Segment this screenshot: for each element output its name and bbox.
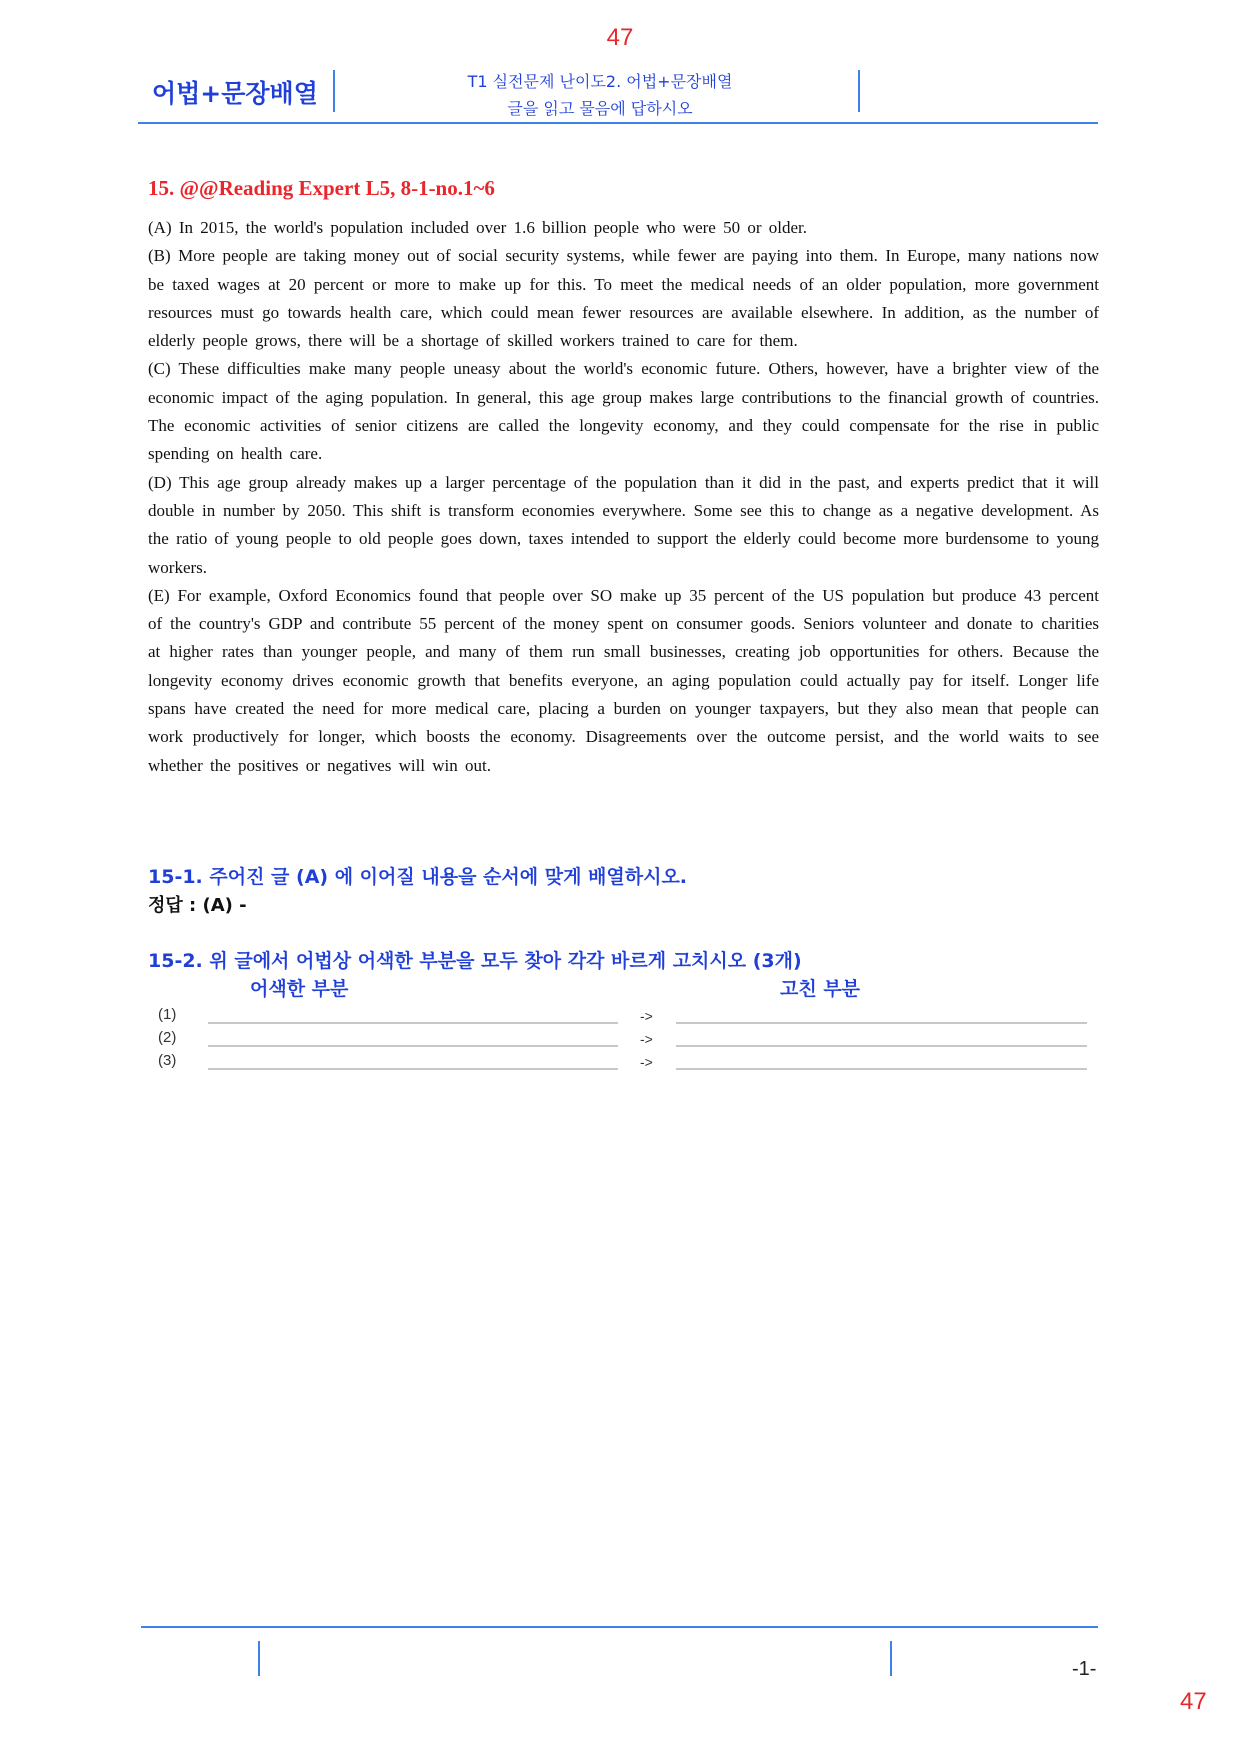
question-title: 15. @@Reading Expert L5, 8-1-no.1~6 (148, 176, 495, 200)
fixed-blank-3[interactable] (676, 1068, 1087, 1070)
wrong-blank-3[interactable] (208, 1068, 618, 1070)
answer-label: 정답 : (A) - (148, 895, 247, 916)
wrong-blank-1[interactable] (208, 1022, 618, 1024)
header-center (400, 68, 800, 122)
fixed-blank-1[interactable] (676, 1022, 1087, 1024)
row-label-2: (2) (158, 1029, 177, 1046)
arrow-3: -> (640, 1054, 653, 1070)
page-number-top: 47 (606, 24, 634, 51)
paragraph-a: (A) In 2015, the world's population included over 1.6 billion people who were 50 or older. (148, 218, 807, 237)
paragraph-c: (C) These difficulties make many people uneasy about the world's economic future. Others, however, have a brighter view of the economic impact of the aging population. In general, this age group makes large contributions to the financial growth of countries. The economic activities of senior citizens are called the longevity economy, and they could compensate for the rise in public spending on health care. (148, 359, 1099, 464)
wrong-blank-2[interactable] (208, 1045, 618, 1047)
header-rule (138, 122, 1098, 124)
arrow-2: -> (640, 1031, 653, 1047)
corner-page-number: 47 (1180, 1688, 1207, 1715)
paragraph-e: (E) For example, Oxford Economics found that people over SO make up 35 percent of the US population but produce 43 percent of the country's GDP and contribute 55 percent of the money spent on consumer goods. Seniors volunteer and donate to charities at higher rates than younger people, and many of them run small businesses, creating job opportunities for others. Because the longevity economy drives economic growth that benefits everyone, an aging population could actually pay for itself. Longer life spans have created the need for more medical care, placing a burden on younger taxpayers, but they also mean that people can work productively for longer, which boosts the economy. Disagreements over the outcome persist, and the world waits to see whether the positives or negatives will win out. (148, 585, 1099, 775)
footer-rule (141, 1626, 1098, 1628)
paragraph-d: (D) This age group already makes up a larger percentage of the population than it did in the past, and experts predict that it will double in number by 2050. This shift is transform economies everywhere. Some see this to change as a negative development. As the ratio of young people to old people goes down, taxes intended to support the elderly could become more burdensome to young workers. (148, 472, 1099, 577)
header-divider-left (333, 70, 335, 112)
fixed-blank-2[interactable] (676, 1045, 1087, 1047)
footer-page-number: -1- (1072, 1658, 1097, 1680)
row-label-1: (1) (158, 1006, 177, 1023)
subquestion-2-title: 15-2. 위 글에서 어법상 어색한 부분을 모두 찾아 각각 바르게 고치시오 (3개) (148, 950, 802, 972)
footer-divider-left (258, 1641, 260, 1676)
header-divider-right (858, 70, 860, 112)
footer-divider-right (890, 1641, 892, 1676)
section-title: 어법+문장배열 (152, 79, 318, 108)
passage (148, 214, 1099, 780)
subquestion-1-title: 15-1. 주어진 글 (A) 에 이어질 내용을 순서에 맞게 배열하시오. (148, 866, 688, 888)
arrow-1: -> (640, 1008, 653, 1024)
column-header-wrong: 어색한 부분 (250, 978, 349, 1000)
header-subtitle: T1 실전문제 난이도2. 어법+문장배열 (467, 72, 733, 91)
header-instruction: 글을 읽고 물음에 답하시오 (507, 99, 693, 118)
row-label-3: (3) (158, 1052, 177, 1069)
paragraph-b: (B) More people are taking money out of social security systems, while fewer are paying into them. In Europe, many nations now be taxed wages at 20 percent or more to make up for this. To meet the medical needs of an older population, more government resources must go towards health care, which could mean fewer resources are available elsewhere. In addition, as the number of elderly people grows, there will be a shortage of skilled workers trained to care for them. (148, 246, 1099, 351)
column-header-fixed: 고친 부분 (780, 978, 861, 1000)
